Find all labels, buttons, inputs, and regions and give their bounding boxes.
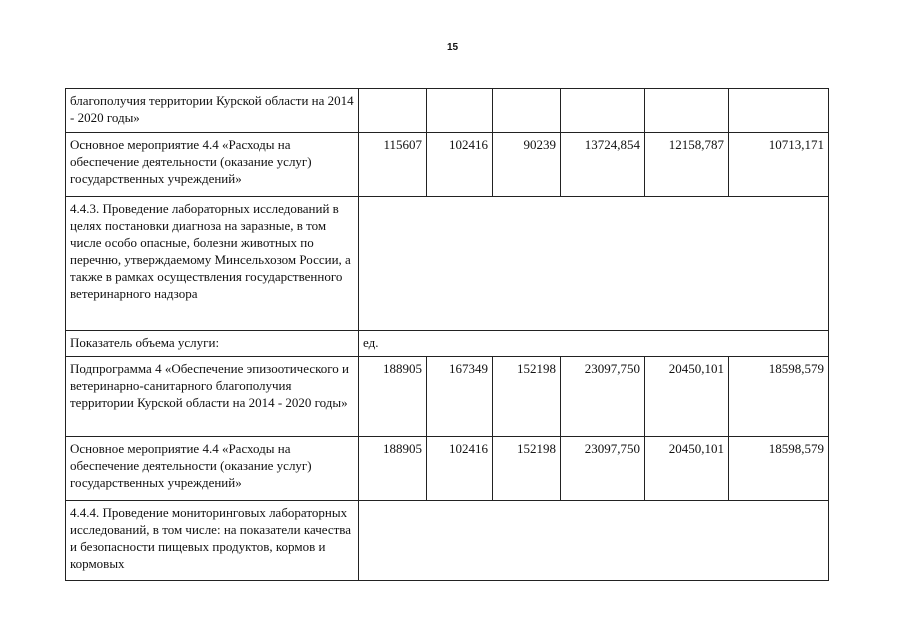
row-label: Показатель объема услуги: [66,331,359,357]
unit-cell: ед. [359,331,829,357]
value-cell: 188905 [359,357,427,437]
section-heading: 4.4.4. Проведение мониторинговых лабораторных исследований, в том числе: на показатели качества и безопасности пищевых продуктов, кормов и кормовых [66,501,359,581]
value-cell: 23097,750 [561,437,645,501]
empty-merged-cell [359,197,829,331]
value-cell: 10713,171 [729,133,829,197]
value-cell: 23097,750 [561,357,645,437]
value-cell: 12158,787 [645,133,729,197]
row-label: Подпрограмма 4 «Обеспечение эпизоотического и ветеринарно-санитарного благополучия территории Курской области на 2014 - 2020 годы» [66,357,359,437]
value-cell: 13724,854 [561,133,645,197]
table-row [66,357,829,437]
table-row [66,437,829,501]
value-cell: 167349 [427,357,493,437]
value-cell [493,89,561,133]
value-cell [359,89,427,133]
page-number: 15 [446,42,459,53]
table-row [66,501,829,581]
value-cell: 20450,101 [645,357,729,437]
value-cell [645,89,729,133]
value-cell: 18598,579 [729,357,829,437]
empty-merged-cell [359,501,829,581]
value-cell: 152198 [493,437,561,501]
row-label: Основное мероприятие 4.4 «Расходы на обеспечение деятельности (оказание услуг) государственных учреждений» [66,133,359,197]
table-row [66,89,829,133]
table-row [66,133,829,197]
value-cell [561,89,645,133]
value-cell: 102416 [427,133,493,197]
value-cell: 18598,579 [729,437,829,501]
value-cell: 115607 [359,133,427,197]
section-heading: 4.4.3. Проведение лабораторных исследований в целях постановки диагноза на заразные, в том числе особо опасные, болезни животных по перечню, утверждаемому Минсельхозом России, а также в рамках осуществления государственного ветеринарного надзора [66,197,359,331]
value-cell: 152198 [493,357,561,437]
value-cell [427,89,493,133]
table-row [66,197,829,331]
value-cell: 188905 [359,437,427,501]
value-cell [729,89,829,133]
row-label: благополучия территории Курской области на 2014 - 2020 годы» [66,89,359,133]
value-cell: 102416 [427,437,493,501]
value-cell: 20450,101 [645,437,729,501]
table-row [66,331,829,357]
row-label: Основное мероприятие 4.4 «Расходы на обеспечение деятельности (оказание услуг) государственных учреждений» [66,437,359,501]
budget-table [65,88,829,581]
value-cell: 90239 [493,133,561,197]
